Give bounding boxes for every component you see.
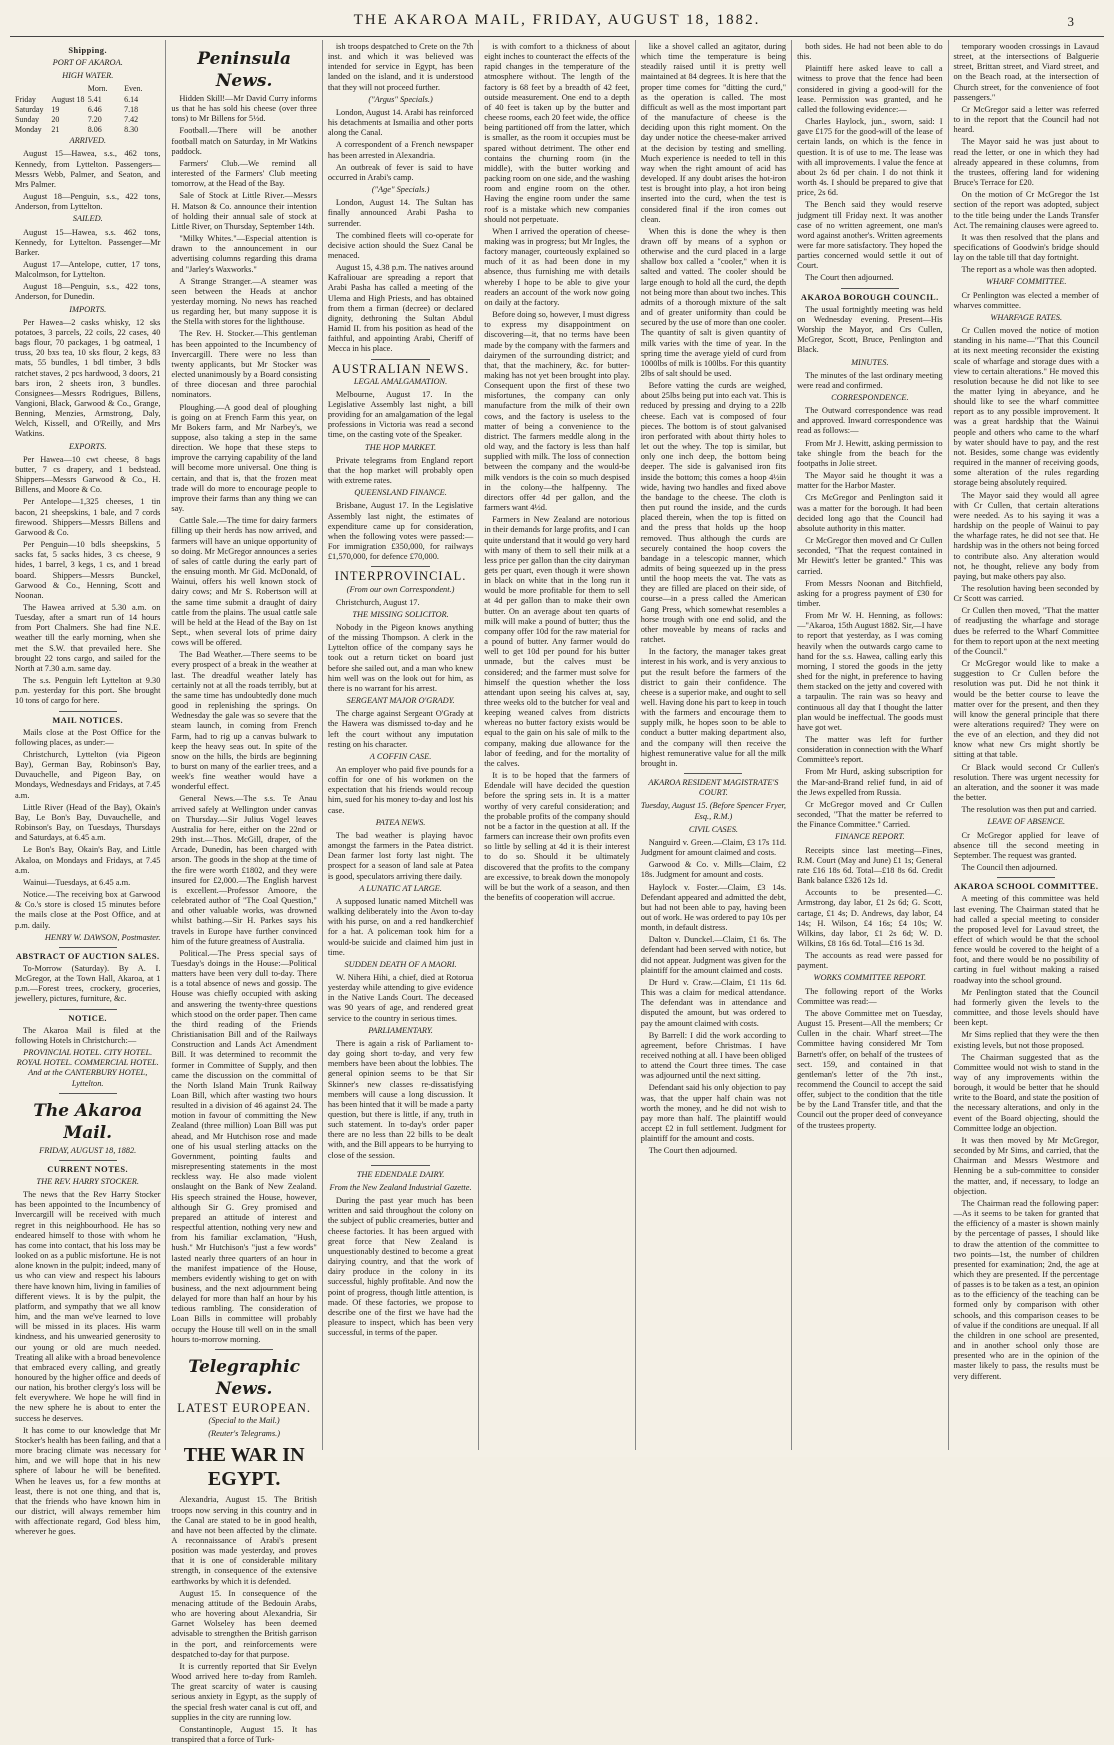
divider xyxy=(371,359,429,360)
subheading: IMPORTS. xyxy=(69,304,107,314)
tide-cell: Saturday xyxy=(15,104,44,114)
subheading: WHARFAGE RATES. xyxy=(990,312,1063,322)
article-paragraph: It was then resolved that the plans and specifications of Goodwin's bridge should lay on the table till that day fortnight. xyxy=(953,232,1099,263)
gothic-title: Peninsula News. xyxy=(197,49,291,91)
article-paragraph: The minutes of the last ordinary meeting were read and confirmed. xyxy=(797,370,943,390)
article-paragraph: The Chairman read the following paper:—As it seems to be taken for granted that the efficiency of a master is shown mainly by the percentage of passes, I should like to draw the attention of the committee to two points—1st, the number of children presented for examination; 2nd, the age at which they are presented. If the percentage of passes is to be taken as a test, an opinion as to the efficiency of the teaching can be formed only by comparison with other schools, and this comparison ceases to be of value if the conditions are unequal. If all the children in one school are presented, and in another school only those are presented who are in the opinion of the master likely to pass, the results must be very different. xyxy=(953,1198,1099,1381)
tide-cell: 7.20 xyxy=(87,114,102,124)
divider xyxy=(684,773,742,774)
article-paragraph: Before doing so, however, I must digress to express my disappointment on discovering—it, that no terms have been made by the company with the farmers and dairymen of the surrounding district; and that, that the machinery, &c. for butter-making has not yet been brought into play. Consequent upon the first of these two misfortunes, the company can only manufacture from the milk of their own cows, and the factory is useless to the matter of being a convenience to the district. The farmers meddle along in the old way, and the factory is less than half supplied with milk. The loss of connection between the company and the would-be milk vendors is the coin so much despised in the colony—the halfpenny. The directors offer 4d per gallon, and the farmers want 4½d. xyxy=(484,310,630,513)
divider xyxy=(59,1009,117,1010)
subheading: QUEENSLAND FINANCE. xyxy=(354,488,447,498)
article-paragraph: Per Hawea—10 cwt cheese, 8 bags butter, 7 cs drapery, and 1 bedstead. Shippers—Messrs Garwood & Co., H. Billens, and Moore & Co. xyxy=(15,454,161,495)
article-paragraph: The accounts as read were passed for payment. xyxy=(797,951,943,971)
article-paragraph: Private telegrams from England report that the hop market will probably open with extreme rates. xyxy=(327,455,474,486)
tide-cell: 19 xyxy=(51,104,60,114)
article-paragraph: To-Morrow (Saturday). By A. I. McGregor, at the Town Hall, Akaroa, at 1 p.m.—Forest trees, crockery, groceries, jewellery, pictures, furniture, &c. xyxy=(15,963,161,1004)
article-paragraph: By Barrell: I did the work according to agreement, before Christmas. I have received nothing at all. I have been obliged to attend the Court three times. The case was adjourned until the next sitting. xyxy=(640,1030,787,1081)
subheading: EXPORTS. xyxy=(68,441,107,451)
article-paragraph: Little River (Head of the Bay), Okain's Bay, Le Bon's Bay, Duvauchelle, and Robinson's Bay, on Tuesdays, Thursdays and Saturdays, at 6.45 a.m. xyxy=(15,802,161,843)
article-paragraph: Garwood & Co. v. Mills—Claim, £2 18s. Judgment for amount and costs. xyxy=(640,860,787,880)
section-heading: AKAROA BOROUGH COUNCIL. xyxy=(800,292,939,302)
article-paragraph: It is currently reported that Sir Evelyn Wood arrived here to-day from Ramleh. The great scarcity of water is causing serious anxiety in Egypt, as the supply of the special fresh water canal is cut off, and supplies in the city are running low. xyxy=(171,1661,317,1722)
article-paragraph: A supposed lunatic named Mitchell was walking deliberately into the Avon to-day with his purse, on and a red handkerchief for a hat. A policeman took him for a would-be suicide and claimed him just in time. xyxy=(327,896,474,957)
subheading: SERGEANT MAJOR O'GRADY. xyxy=(346,696,455,706)
article-paragraph: The s.s. Penguin left Lyttelton at 9.30 p.m. yesterday for this port. She brought 10 tons of cargo for here. xyxy=(15,676,161,706)
subheading: CIVIL CASES. xyxy=(688,824,738,834)
article-paragraph: ish troops despatched to Crete on the 7th inst. and which it was believed was intended for service in Egypt, has been landed on the island, and it is understood that they will not proceed further. xyxy=(327,42,474,92)
subheading: FRIDAY, AUGUST 18, 1882. xyxy=(39,1145,137,1155)
article-paragraph: Hidden Skill!—Mr David Curry informs us that he has sold his cheese (over three tons) to Mr Billens for 5½d. xyxy=(171,94,317,124)
article-paragraph: is with comfort to a thickness of about eight inches to counteract the effects of the rapid changes in the temperature of the atmosphere without. The length of the factory is 68 feet by a breadth of 42 feet, outside measurement. One end to a depth of 40 feet is taken up by the butter and cheese rooms, each 20 feet wide, the office being partitioned off from the latter, which is smaller, as the room it occupies must be spared without detriment. The other end contains the churning room (in the middle), with the butter working and packing room on one side, and the washing room and engine room on the other. Having the engine room under the same roof is a mistake which new companies should not perpetuate. xyxy=(484,42,630,224)
divider xyxy=(371,1165,429,1166)
article-paragraph: Plaintiff here asked leave to call a witness to prove that the fence had been considered in giving a good-will for the lease. Permission was granted, and he called the following evidence:— xyxy=(797,64,943,114)
divider xyxy=(59,1160,117,1161)
subheading: ARRIVED. xyxy=(69,136,106,146)
tide-cell: 8.06 xyxy=(87,125,102,135)
article-paragraph: When this is done the whey is then drawn off by means of a syphon or otherwise and the curd placed in a large shallow box called a "cooler," when it is salted and vatted. The cooler should be large enough to hold all the curd, the depth not being more than about two inches. This admits of a thorough mixture of the salt and of greater uniformity than could be secured by the use of more than one cooler. The quantity of salt is given quantity of milk varies with the time of year. In the spring time the average yield of curd from 1000lbs of milk is 100lbs. For this quantity 2lbs of salt should be used. xyxy=(640,226,787,378)
article-paragraph: Christchurch, Lyttelton (via Pigeon Bay), German Bay, Robinson's Bay, Duvauchelle, and Pigeon Bay, on Mondays, Wednesdays and Fridays, at 7.45 a.m. xyxy=(15,750,161,800)
divider xyxy=(59,1093,117,1094)
tide-cell: 5.41 xyxy=(87,94,102,104)
column-3 xyxy=(323,40,479,1450)
article-paragraph: Receipts since last meeting—Fines, R.M. Court (May and June) £1 1s; General rate £16 18s 6d. Total—£18 8s 6d. Credit Bank balance £326 12s 1d. xyxy=(797,845,943,886)
article-paragraph: The Mayor said he was just about to read the letter, or one in which they had already appeared in these columns, from the trustees, offering land for widening Bruce's Terrace for £20. xyxy=(953,137,1099,188)
column-2 xyxy=(166,40,322,1744)
article-paragraph: The charge against Sergeant O'Grady at the Hawera was dismissed to-day and he left the court without any imputation resting on his character. xyxy=(327,709,474,749)
divider xyxy=(841,288,899,289)
latest-european-heading: LATEST EUROPEAN. xyxy=(177,1400,312,1415)
article-paragraph: The matter was left for further consideration in connection with the Wharf Committee's report. xyxy=(797,735,943,765)
subheading: SUDDEN DEATH OF A MAORI. xyxy=(344,959,457,969)
article-paragraph: Farmers in New Zealand are notorious in their demands for large profits, and I can quite understand that it would go very hard with many of them to sell their milk at a less price per gallon than the city dairyman gets per quart, even though it were shown in black on white that in the long run it would be more profitable for them to sell at 4d per gallon than to make their own butter. On an average about ten quarts of milk will make a pound of butter; thus the company offer 10d for the raw material for a pound of butter. Any farmer would do well to get 10d per pound for his butter unmade, but the calves must be considered; and the farmer must solve for himself the question whether the loss attendant upon seeing his calves at, say, three weeks old to the butcher for veal and keeping weaned calves from districts whereas no butter factory exists would be equal to the gain on his sale of milk to the company, making due allowance for the labor of feeding, and for the mortality of the calves. xyxy=(484,515,630,768)
article-paragraph: London, August 14. Arabi has reinforced his detachments at Ismailia and other ports along the Canal. xyxy=(327,107,474,138)
article-paragraph: August 18—Penguin, s.s., 422 tons, Anderson, for Dunedin. xyxy=(15,282,161,302)
article-paragraph: Mr Penlington stated that the Council had formerly given the levels to the committee, and those levels should have been kept. xyxy=(953,987,1099,1028)
tide-cell: 7.18 xyxy=(124,104,139,114)
article-paragraph: Constantinople, August 15. It has transpired that a force of Turk- xyxy=(171,1724,317,1744)
subheading: CORRESPONDENCE. xyxy=(831,393,909,402)
article-paragraph: Accounts to be presented—C. Armstrong, day labor, £1 2s 6d; G. Scott, cartage, £1 4s; D. Andrews, day labor, £4 14s; H. Wilson, £4 16s; £4 10s; W. Wilkins, day labor, £1 2s 6d; W. D. Wilkins, £8 16s 6d. Total—£16 1s 3d. xyxy=(797,888,943,948)
article-paragraph: Haylock v. Foster.—Claim, £3 14s. Defendant appeared and admitted the debt, but had not been able to pay, having been out of work. He was ordered to pay 10s per month, in default distress. xyxy=(640,882,787,933)
article-paragraph: Wainui—Tuesdays, at 6.45 a.m. xyxy=(23,877,131,887)
article-paragraph: The Bad Weather.—There seems to be every prospect of a break in the weather at last. The dreadful weather lately has certainly not at all the roads terribly, but at the same time has undoubtedly done much good in replenishing the springs. On Wednesday the gale was so severe that the steam launch, in coming from French Farm, had to rig up a canvas bulwark to keep the heavy seas out. In spite of the snow on the hills, the birds are beginning to burst on many of the earlier trees, and a week's fine weather would have a wonderful effect. xyxy=(171,650,317,792)
article-paragraph: The Court then adjourned. xyxy=(805,273,894,283)
article-paragraph: There is again a risk of Parliament to-day going short to-day, and very few members have been about the lobbies. The general opinion seems to be that Sir Skinner's new classes re-dissatisfying members will cause a long discussion. It has been hinted that it will be made a party question, but there is little, if any, truth in such statement. In to-day's order paper there are no less than 22 bills to be dealt with, and the Bill appears to be hurrying to close of the session. xyxy=(327,1038,474,1160)
subheading: ("Argus" Specials.) xyxy=(368,94,433,104)
telegraphic-news-heading: Telegraphic News. xyxy=(188,1356,300,1399)
tide-cell: August 18 xyxy=(51,94,85,104)
masthead xyxy=(0,6,1114,40)
article-paragraph: August 15—Hawea, s.s. 462 tons, Kennedy, for Lyttelton. Passenger—Mr Barker. xyxy=(15,227,161,257)
section-heading: NOTICE. xyxy=(68,1013,108,1023)
column-7 xyxy=(949,40,1104,1450)
article-paragraph: When I arrived the operation of cheese-making was in progress; but Mr Ingles, the factory manager, courteously explained so much of it as had been done in my absence, thus furnishing me with details whereby I hope to be able to give your readers an account of the work now going on daily at the factory. xyxy=(484,226,630,307)
article-paragraph: The Council then adjourned. xyxy=(961,863,1058,873)
article-paragraph: Brisbane, August 17. In the Legislative Assembly last night, the estimates of expenditure came up for consideration, when the following votes were passed:—For immigration £350,000, for railways £1,570,000, for defence £70,000. xyxy=(327,501,474,562)
article-paragraph: Dalton v. Dunckel.—Claim, £1 6s. The defendant had been served with notice, but did not appear. Judgment was given for the plaintiff for the amount claimed and costs. xyxy=(640,935,787,975)
article-paragraph: The resolution was then put and carried. xyxy=(961,805,1097,815)
article-paragraph: Nanguird v. Green.—Claim, £3 17s 11d. Judgment for amount claimed and costs. xyxy=(640,837,787,858)
article-paragraph: The Rev. H. Stocker.—This gentleman has been appointed to the Incumbency of Invercargill. There were no less than twenty applicants, but Mr Stocker was elected unanimously by a Board consisting of three diocesan and three parochial nominators. xyxy=(171,329,317,400)
article-paragraph: The combined fleets will co-operate for decisive action should the Suez Canal be menaced. xyxy=(327,230,474,260)
divider xyxy=(997,877,1055,878)
subheading: (From our own Correspondent.) xyxy=(346,584,455,594)
tide-cell: 20 xyxy=(51,114,60,124)
article-paragraph: Cr McGregor moved and Cr Cullen seconded, "That the matter be referred to the Finance Committee." Carried. xyxy=(797,799,943,830)
subheading: PARLIAMENTARY. xyxy=(368,1025,433,1035)
subheading: PORT OF AKAROA. xyxy=(52,58,123,68)
article-paragraph: Le Bon's Bay, Okain's Bay, and Little Akaloa, on Mondays and Fridays, at 7.45 a.m. xyxy=(15,845,161,875)
article-paragraph: Football.—There will be another football match on Saturday, in Mr Watkins paddock. xyxy=(171,126,317,156)
article-paragraph: The news that the Rev Harry Stocker has been appointed to the Incumbency of Invercargill will be received with much regret in this neighbourhood. He has so endeared himself to those with whom he has come into contact, that his loss may be looked on as a public misfortune. He is not alone known in the pulpit; indeed, many of us who can view and respect his labours there have known him, living in families of different views. It is by the pulpit, the platform, and sympathy that we all know him, and the man we've learned to love will be missed in its places. His warm kindness, and his unwearied generosity to our young or old are much needed. Treating all alike with a broad benevolence that embraced every calling, and greatly honoured by the higher office and deeds of our nation, his brother clergy's loss will be felt everywhere. We hope he will find in the new sphere he is about to enter the success he deserves. xyxy=(15,1190,161,1423)
article-paragraph: Sale of Stock at Little River.—Messrs H. Matson & Co. announce their intention of holding their annual sale of stock at Little River, on Thursday, September 14th. xyxy=(171,191,317,231)
subheading: WHARF COMMITTEE. xyxy=(986,277,1067,287)
columns-container xyxy=(10,40,1104,1744)
signature: HENRY W. DAWSON, Postmaster. xyxy=(44,932,161,942)
section-heading: CURRENT NOTES. xyxy=(47,1164,129,1174)
tide-cell: Friday xyxy=(15,94,36,104)
article-paragraph: Cr Cullen moved the notice of motion standing in his name—"That this Council at its next meeting reconsider the existing scale of wharfage and storage dues with a view to certain alterations." He moved this resolution because he did not like to see the matter lying in abeyance, and he should like to see the wharf committee report as to any possible improvement. It was a great hardship that the Wainui people and others who came to the wharf by water should have to pay, and the rest not. Besides, some change was evidently required in the manner of receiving goods, some alteration of the rules regarding storage being absolutely required. xyxy=(953,326,1099,488)
subheading: LEGAL AMALGAMATION. xyxy=(353,376,448,386)
article-paragraph: Farmers' Club.—We remind all interested of the Farmers' Club meeting tomorrow, at the Head of the Bay. xyxy=(171,158,317,189)
article-paragraph: Mails close at the Post Office for the following places, as under:— xyxy=(15,727,161,747)
article-paragraph: Cr McGregor applied for leave of absence till the second meeting in September. The request was granted. xyxy=(953,830,1099,860)
article-paragraph: like a shovel called an agitator, during which time the temperature is being steadily raised until it is pretty well maintained at 84 degrees. It is here that the proper time comes for "ditting the curd," as the operation is called. The most difficult as well as the most important part of the manufacture of cheese is the deciding upon this right moment. On the day under notice the cheese-maker arrived at the decision by testing and smelling. Much experience is needed to tell in this way when the right amount of acid has developed. If any doubt arises the hot-iron test is brought into play, a hot iron being inserted into the curd, when the test is considered final if the iron comes out clean. xyxy=(640,42,787,224)
subheading: ("Age" Specials.) xyxy=(371,185,430,195)
section-heading: Shipping. xyxy=(68,46,108,55)
article-paragraph: The bad weather is playing havoc amongst the farmers in the Patea district. Dean farmer lost forty last night. The prospect for a season of land sale at Patea is good, speculators arriving there daily. xyxy=(327,830,474,881)
tide-cell: 8.30 xyxy=(124,125,139,135)
subheading: THE MISSING SOLICITOR. xyxy=(352,609,449,619)
article-paragraph: August 15. In consequence of the menacing attitude of the Bedouin Arabs, who are hovering about Alexandria, Sir Garnet Wolseley has been deemed advisable to strengthen the British garrison in the port, and reinforcements were despatched to-day for that purpose. xyxy=(171,1588,317,1659)
divider xyxy=(59,711,117,712)
tide-cell: Morn. xyxy=(87,84,108,94)
subheading: A COFFIN CASE. xyxy=(369,751,432,761)
column-4 xyxy=(479,40,635,1450)
article-paragraph: Defendant said his only objection to pay was, that the upper half chain was not worth the money, and he did not wish to pay more than half. The plaintiff would accept £2 in full settlement. Judgment for plaintiff for the amount and costs. xyxy=(640,1083,787,1144)
tide-cell xyxy=(51,84,87,94)
masthead-title: THE AKAROA MAIL, FRIDAY, AUGUST 18, 1882. xyxy=(353,12,761,28)
article-paragraph: Cr McGregor would like to make a suggestion to Cr Cullen before the resolution was put. Did he not think it would be the better course to leave the matter over for the present, and then they will know the general principle that there were alterations required? They were on the eve of an election, and they did not know what new Crs might shortly be sitting at that table. xyxy=(953,659,1099,760)
article-paragraph: The usual fortnightly meeting was held on Wednesday evening. Present—His Worship the Mayor, and Crs Cullen, McGregor, Scott, Bruce, Penlington and Black. xyxy=(797,304,943,355)
tide-cell: Even. xyxy=(124,84,143,94)
subheading: WORKS COMMITTEE REPORT. xyxy=(813,973,927,983)
subheading: SAILED. xyxy=(72,214,103,224)
article-paragraph: The Bench said they would reserve judgment till Friday next. It was another case of no written agreement, one man's word against another's. Written agreements were far more satisfactory. They hoped the parties concerned would settle it out of Court. xyxy=(797,200,943,271)
article-paragraph: During the past year much has been written and said throughout the colony on the subject of public creameries, butter and cheese factories. It has been argued with great force that New Zealand is unquestionably destined to become a great dairying country, and that the work of dairy produce in the colony in its successful, highly profitable. And now the point of progress, though little attention, is made. Of these factories, we propose to describe one of the first we have had the pleasure to inspect, which has been very successful, in terms of the paper. xyxy=(327,1196,474,1338)
subheading: HIGH WATER. xyxy=(62,71,114,81)
article-paragraph: In the factory, the manager takes great interest in his work, and is very anxious to put the result before the farmers of the district to gain their confidence. The cheese is a superior make, and ought to sell well. Having done his part to keep in touch with the farmers and encourage them to supply milk, he hopes soon to be able to conduct a butter making department also, and the company will then receive the highest remunerative value for all the milk brought in. xyxy=(640,647,787,768)
article-paragraph: General News.—The s.s. Te Anau arrived safely at Wellington under canvas on Thursday.—Sir Julius Vogel leaves Australia for here, either on the 22nd or 29th inst.—Thos. McGill, draper, of the Arcade, Dunedin, has been charged with arson. The goods in the shop at the time of the fire were worth £1802, and they were insured for £2,000.—The English harvest is excellent.—Professor Amoore, the celebrated author of "The Coal Question," and other valuable works, was drowned whilst bathing.—Sir H. Parkes says his travels in Europe have further convinced him of the future greatness of Australia. xyxy=(171,794,317,946)
subheading: From the New Zealand Industrial Gazette. xyxy=(329,1182,472,1192)
subheading: AKAROA RESIDENT MAGISTRATE'S COURT. xyxy=(648,778,779,798)
article-paragraph: August 15, 4.38 p.m. The natives around Kafraliouar are spreading a report that Arabi Pasha has called a meeting of the Ulema and High Priests, and has obtained from them a firman (decree) or declared dignity, dethroning the Sultan Abdul Hamid II. from his position as head of the faithful, and appointing Arabi, Cheriff of Mecca in his place. xyxy=(327,263,474,354)
page-number: 3 xyxy=(1067,14,1074,29)
divider xyxy=(215,1349,273,1350)
gothic-title: The Akaroa Mail. xyxy=(33,1100,143,1143)
section-heading: MAIL NOTICES. xyxy=(52,715,124,725)
article-paragraph: Crs McGregor and Penlington said it was a matter for the borough. It had been decided long ago that the Council had absolute authority in this matter. xyxy=(797,493,943,533)
subheading: PROVINCIAL HOTEL. CITY HOTEL. ROYAL HOTEL. COMMERCIAL HOTEL. And at the CANTERBURY HOTEL, Lyttelton. xyxy=(16,1048,159,1088)
article-paragraph: Dr Hurd v. Craw.—Claim, £1 11s 6d. This was a claim for medical attendance. The defendant was in attendance and disputed the amount, but was ordered to pay the amount claimed with costs. xyxy=(640,977,787,1028)
article-paragraph: From Mr W. H. Henning, as follows:—"Akaroa, 15th August 1882. Sir,—I have to report that yesterday, as I was coming heavily when the outwards cargo came to hand for the s.s. Hawea, calling early this morning, I stored the goods in the jetty shed for the night, in preference to having them stacked on the jetty and covered with a tarpaulin. The rain was so heavy and continuous all day that I thought the latter plan would be ineffectual. The goods must have got wet. xyxy=(797,611,943,732)
section-title: AUSTRALIAN NEWS. xyxy=(331,361,470,376)
article-paragraph: The Court then adjourned. xyxy=(648,1146,738,1156)
subheading: THE REV. HARRY STOCKER. xyxy=(36,1177,140,1186)
tide-cell: Sunday xyxy=(15,114,39,124)
article-paragraph: Per Penguin—10 bdls sheepskins, 5 sacks fat, 5 sacks hides, 3 cs cheese, 9 hides, 1 barrel, 3 kegs, 1 cs, and 1 bread board. Shippers—Messrs Bunckel, Garwood & Co., Henning, Scott and Noonan. xyxy=(15,540,161,600)
article-paragraph: Ploughing.—A good deal of ploughing is going on at French Farm this year, on Mr Bokers farm, and Mr Narbey's, we suppose, also taking a step in the same direction. We hope that these steps to improve the carrying capability of the land will become more universal. One thing is certain, and that is, that the frozen meat trade will do more to encourage people to improve their farms than any thing we can say. xyxy=(171,402,317,514)
column-6 xyxy=(792,40,948,1450)
article-paragraph: August 15—Hawea, s.s., 462 tons, Kennedy, from Lyttelton. Passengers—Messrs Webb, Palmer, and Seaton, and Mrs Palmer. xyxy=(15,149,161,189)
article-paragraph: The above Committee met on Tuesday, August 15. Present—All the members; Cr Cullen in the chair. Wharf street—The Committee having considered Mr Tom Barnett's offer, on behalf of the trustees of sect. 159, and contained in that gentleman's letter of the 7th inst., recommend the Council to accept the said offer, subject to the condition that the title be by the Land Transfer title, and that the Council out the proper deed of conveyance of the trustees property. xyxy=(797,1008,943,1130)
article-paragraph: The Akaroa Mail is filed at the following Hotels in Christchurch:— xyxy=(15,1025,161,1045)
special-byline: (Special to the Mail.) xyxy=(208,1416,280,1426)
article-paragraph: Cr McGregor then moved and Cr Cullen seconded, "That the request contained in Mr Hewitt's letter be granted." This was carried. xyxy=(797,536,943,576)
subheading: THE HOP MARKET. xyxy=(365,442,437,452)
subheading: THE EDENDALE DAIRY. xyxy=(356,1169,445,1179)
article-paragraph: Before vatting the curds are weighed, about 25lbs being put into each vat. This is reduced by pressing and drying to a 22lb cheese. Each vat is composed of four pieces. The bottom is of stout galvanised iron perforated with about thirty holes to let out the whey. The top is similar, but only one inch deep, the bottom being deeper. The side is galvanised iron fits inside the bottom; this comes a hoop 4½in wide, having two handles and fixed above the bandage to the cheese. The cloth is then put round the inside, and the curds placed therein, when the top is fitted on and the press that holds up the hoop removed. Thus although the curds are securely contained the hoop covers the bandage in a telescopic manner, which admits of being squeezed up in the press until the hoop meets the vat. The vats as they are filled are placed on their side, of course—in a press called the American Gang Press, which somewhat resembles a horse trough with one end solid, and the other moveable by means of racks and ratchet. xyxy=(640,381,787,645)
article-paragraph: It is to be hoped that the farmers of Edendale will have decided the question before the spring sets in. It is a matter worthy of very careful consideration; and the probable profits of the company should not be a factor in the question at all. If the farmers can increase their own profits even so little by selling at 4d it is their interest to do so. Should it be ultimately discovered that the profits to the company are excessive, to break down the monopoly will be but the work of a season, and then the benefits of cooperation will accrue. xyxy=(484,771,630,902)
article-paragraph: The Outward correspondence was read and approved. Inward correspondence was read as follows:— xyxy=(797,406,943,436)
article-paragraph: On the motion of Cr McGregor the 1st section of the report was adopted, subject to the title being under the Lands Transfer Act. The remaining clauses were agreed to. xyxy=(953,190,1099,230)
article-paragraph: Political.—The Press special says of Tuesday's doings in the House:—Political matters have been very dull to-day. There is a total absence of news and gossip. The House was chiefly occupied with asking and answering the twenty-three questions which stood on the order paper. Then came the third reading of the Friends Christianisation Bill and of the Railways Construction and Lands Act Amendment Bill. It was determined to recommit the former in Committee of Supply, and then came the discussion on the committal of the North Island Main Trunk Railway Loan Bill, which after wasting two hours resulted in a division of 46 against 24. The motion in favour of committing the New Zealand (three million) Loan Bill was put ahead, and Mr Hutchison rose and made one of his usual sterling attacks on the Government, pointing faults and misrepresenting statements in the most reckless way. He also made violent onslaught on the Bank of New Zealand. His speech strained the House, however, although Sir G. Grey promised and prepared an attitude of interest and respectful attention, nothing very new and from his familiar exclamation, "Hush, hush." Mr Hutchison's "just a few words" lasted nearly three quarters of an hour in the manifest impatience of the House, members evidently wishing to get on with business, and the next adjournment being delayed for more than half an hour by his tedious rambling. The consideration of Loan Bills in committee will probably occupy the House till well on in the small hours to-morrow morning. xyxy=(171,948,317,1344)
subheading: LEAVE OF ABSENCE. xyxy=(987,817,1066,827)
article-paragraph: W. Nihera Hihi, a chief, died at Rotorua yesterday while attending to give evidence in the Native Lands Court. The deceased was 90 years of age, and rendered great service to the country in serious times. xyxy=(327,972,474,1023)
tide-cell: 6.46 xyxy=(87,104,102,114)
article-paragraph: From Messrs Noonan and Bitchfield, asking for a progress payment of £30 for timber. xyxy=(797,578,943,608)
article-paragraph: Per Antelope—1,325 cheeses, 1 tin bacon, 21 sheepskins, 1 bale, and 7 cords firewood. Shippers—Messrs Billens and Garwood & Co. xyxy=(15,497,161,537)
article-paragraph: London, August 14. The Sultan has finally announced Arabi Pasha to surrender. xyxy=(327,198,474,228)
article-paragraph: Cr Penlington was elected a member of wharves committee. xyxy=(953,290,1099,310)
article-paragraph: From Mr Hurd, asking subscription for the Mar-and-Brand relief fund, in aid of the Jews expelled from Russia. xyxy=(797,767,943,797)
article-paragraph: both sides. He had not been able to do this. xyxy=(797,42,943,62)
article-paragraph: The Mayor said he thought it was a matter for the Harbor Master. xyxy=(797,471,943,491)
column-5 xyxy=(636,40,792,1450)
article-paragraph: Cr Cullen then moved, "That the matter of readjusting the wharfage and storage dues be referred to the Wharf Committee for them to report upon at the next meeting of the Council." xyxy=(953,606,1099,656)
article-paragraph: An employer who paid five pounds for a coffin for one of his workmen on the expectation that his friends would recoup him, sued for his money to-day and lost his case. xyxy=(327,765,474,815)
article-paragraph: An outbreak of fever is said to have occurred in Arabi's camp. xyxy=(327,162,474,182)
section-title: INTERPROVINCIAL. xyxy=(334,569,467,584)
article-paragraph: The Hawea arrived at 5.30 a.m. on Tuesday, after a smart run of 14 hours from Port Chalmers. She had fine N.E. weather till the early morning, when she met the S.W. that prevailed here. She brought 22 tons cargo, and sailed for the North at 7.30 a.m. same day. xyxy=(15,602,161,673)
article-paragraph: Melbourne, August 17. In the Legislative Assembly last night, a bill providing for an amalgamation of the legal professions in Victoria was read a second time, on the casting vote of the Speaker. xyxy=(327,389,474,440)
article-paragraph: Notice.—The receiving box at Garwood & Co.'s store is closed 15 minutes before the mails close at the Post Office, and at p.m. daily. xyxy=(15,890,161,930)
section-heading: ABSTRACT OF AUCTION SALES. xyxy=(15,951,160,961)
subheading: A LUNATIC AT LARGE. xyxy=(359,883,442,893)
telegraphic-news-section xyxy=(171,1349,316,1745)
reuters-byline: (Reuter's Telegrams.) xyxy=(208,1429,280,1439)
article-paragraph: The Mayor said they would all agree with Cr Cullen, that certain alterations were needed. As to his saying it was a hardship on the people of Wainui to pay the wharfage rates, he did not see that. He hardship was in the others not being forced to contribute also. Any alteration would not, he thought, relieve any body from paying, but make others pay also. xyxy=(953,490,1099,581)
article-paragraph: The following report of the Works Committee was read:— xyxy=(797,986,943,1006)
article-paragraph: August 18—Penguin, s.s., 422 tons, Anderson, from Lyttelton. xyxy=(15,192,161,212)
masthead-rule xyxy=(10,36,1104,37)
article-paragraph: A meeting of this committee was held last evening. The Chairman stated that he had called a special meeting to consider the proposed level for Lavaud street, the effect of which would be that the school fence would be covered to the height of a foot, and there would be no possibility of carting in fuel without making a raised roadway into the school ground. xyxy=(953,894,1099,985)
war-in-egypt-heading: THE WAR IN EGYPT. xyxy=(183,1444,305,1491)
article-paragraph: Charles Haylock, jun., sworn, said: I gave £175 for the good-will of the lease of certain lands, on which is the fence in question. It is of use to me. The lease was with all improvements. I value the fence at about 2s 6d per chain. I do not think it worth 4s. I should be prepared to give that price, 2s 6d. xyxy=(797,117,943,198)
tide-cell xyxy=(15,84,51,94)
tide-cell: Monday xyxy=(15,125,42,135)
article-paragraph: Nobody in the Pigeon knows anything of the missing Thompson. A clerk in the Lyttelton office of the company says he took out a return ticket on board just before she sailed out, and a man who knew him well was on the look out for him, as there is no warrant for his arrest. xyxy=(327,622,474,693)
article-paragraph: The report as a whole was then adopted. xyxy=(961,265,1097,275)
article-paragraph: August 17—Antelope, cutter, 17 tons, Malcolmson, for Lyttelton. xyxy=(15,259,161,280)
article-paragraph: From Mr J. Hewitt, asking permission to take shingle from the beach for the footpaths in Jolie street. xyxy=(797,438,943,468)
article-paragraph: The resolution having been seconded by Cr Scott was carried. xyxy=(953,583,1099,604)
article-paragraph: "Milky Whites."—Especial attention is drawn to the announcement in our advertising columns regarding this drama and "Jarley's Waxworks." xyxy=(171,234,317,274)
article-paragraph: It was then moved by Mr McGregor, seconded by Mr Sims, and carried, that the Chairman and Messrs Westmore and Henning be a sub-committee to consider the matter, and, if necessary, to lodge an objection. xyxy=(953,1135,1099,1196)
article-paragraph: It has come to our knowledge that Mr Stocker's health has been failing, and that a more bracing climate was necessary for him, and we will hope that in his new sphere of labour he will be benefited. When he leaves us, for a few months at least, there is not one thing, and that is, that the friends who have known him in our district, will always remember him with affectionate regard, God bless him, wherever he goes. xyxy=(15,1425,161,1537)
subheading: FINANCE REPORT. xyxy=(835,832,905,842)
article-paragraph: Cr Black would second Cr Cullen's resolution. There was urgent necessity for an alteration, and the sooner it was made the better. xyxy=(953,762,1099,803)
divider xyxy=(371,566,429,567)
article-paragraph: Cr McGregor said a letter was referred to in the report that the Council had not heard. xyxy=(953,104,1099,135)
article-paragraph: Per Hawea—2 casks whisky, 12 sks potatoes, 3 parcels, 22 coils, 22 cases, 40 bags flour, 70 packages, 1 bg oatmeal, 1 truss, 20 bxs tea, 10 sks flour, 2 kegs, 83 mats, 55 bundles, 1 bdl timber, 3 bdls ratchet staves, 2 pcs hardwood, 3 doors, 21 bars iron, 2 sheets iron, 3 bundles. Consignees—Messrs Rodrigues, Billens, Vangioni, Black, Garwood & Co., Grange, Benning, Menzies, Armstrong, Daly, Welch, Kissell, and O'Reilly, and Mrs Watkins. xyxy=(15,317,161,439)
article-paragraph: Mr Sims replied that they were the then existing levels, but not those proposed. xyxy=(953,1030,1099,1050)
article-paragraph: Cattle Sale.—The time for dairy farmers filling up their herds has now arrived, and farmers will have an unique opportunity of so doing. Mr McGregor announces a series of sales of cattle during the early part of the ensuing month. Mr Gid. McDonald, of Wainui, offers his well known stock of dairy cows; and Mr S. Robertson will at the same time submit a draught of dairy cattle from the plains. The usual cattle sale will be held at the Head of the Bay on 1st Sept., when several lots of prime dairy cows will be offered. xyxy=(171,516,317,648)
tide-cell: 21 xyxy=(51,125,60,135)
subheading: MINUTES. xyxy=(851,357,889,367)
article-paragraph: A correspondent of a French newspaper has been arrested in Alexandria. xyxy=(327,140,474,160)
tide-cell: 6.14 xyxy=(124,94,139,104)
article-paragraph: Alexandria, August 15. The British troops now serving in this country and in the Canal are stated to be in good health, and have not been affected by the climate. A reconnaissance of Arabi's present position was made yesterday, and proves that it is one of considerable military strength, in consequence of the extensive earthworks by which it is defended. xyxy=(171,1495,317,1586)
article-paragraph: temporary wooden crossings in Lavaud street, at the intersections of Balguerie street, Brittan street, and Viard street, and on the Beach road, at the intersection of Church street, for the convenience of foot passengers." xyxy=(953,42,1099,102)
tide-cell: 7.42 xyxy=(124,114,139,124)
tide-table xyxy=(15,84,160,135)
section-heading: AKAROA SCHOOL COMMITTEE. xyxy=(954,882,1099,892)
divider xyxy=(59,947,117,948)
article-paragraph: A Strange Stranger.—A steamer was seen between the Heads at anchor yesterday morning. No news has reached us regarding her, but many suppose it is the Stella with stores for the lighthouse. xyxy=(171,276,317,327)
article-paragraph: Christchurch, August 17. xyxy=(335,597,420,607)
article-paragraph: The Chairman suggested that as the Committee would not wish to stand in the way of any improvements within the borough, it would be better that he should write to the Board, and state the position of the necessary alterations, and only in the event of the Board objecting, should the Committee lodge an objection. xyxy=(953,1052,1099,1133)
column-1 xyxy=(10,40,166,1537)
subheading: PATEA NEWS. xyxy=(375,817,426,827)
subheading: Tuesday, August 15. (Before Spencer Fryer, Esq., R.M.) xyxy=(640,801,786,821)
